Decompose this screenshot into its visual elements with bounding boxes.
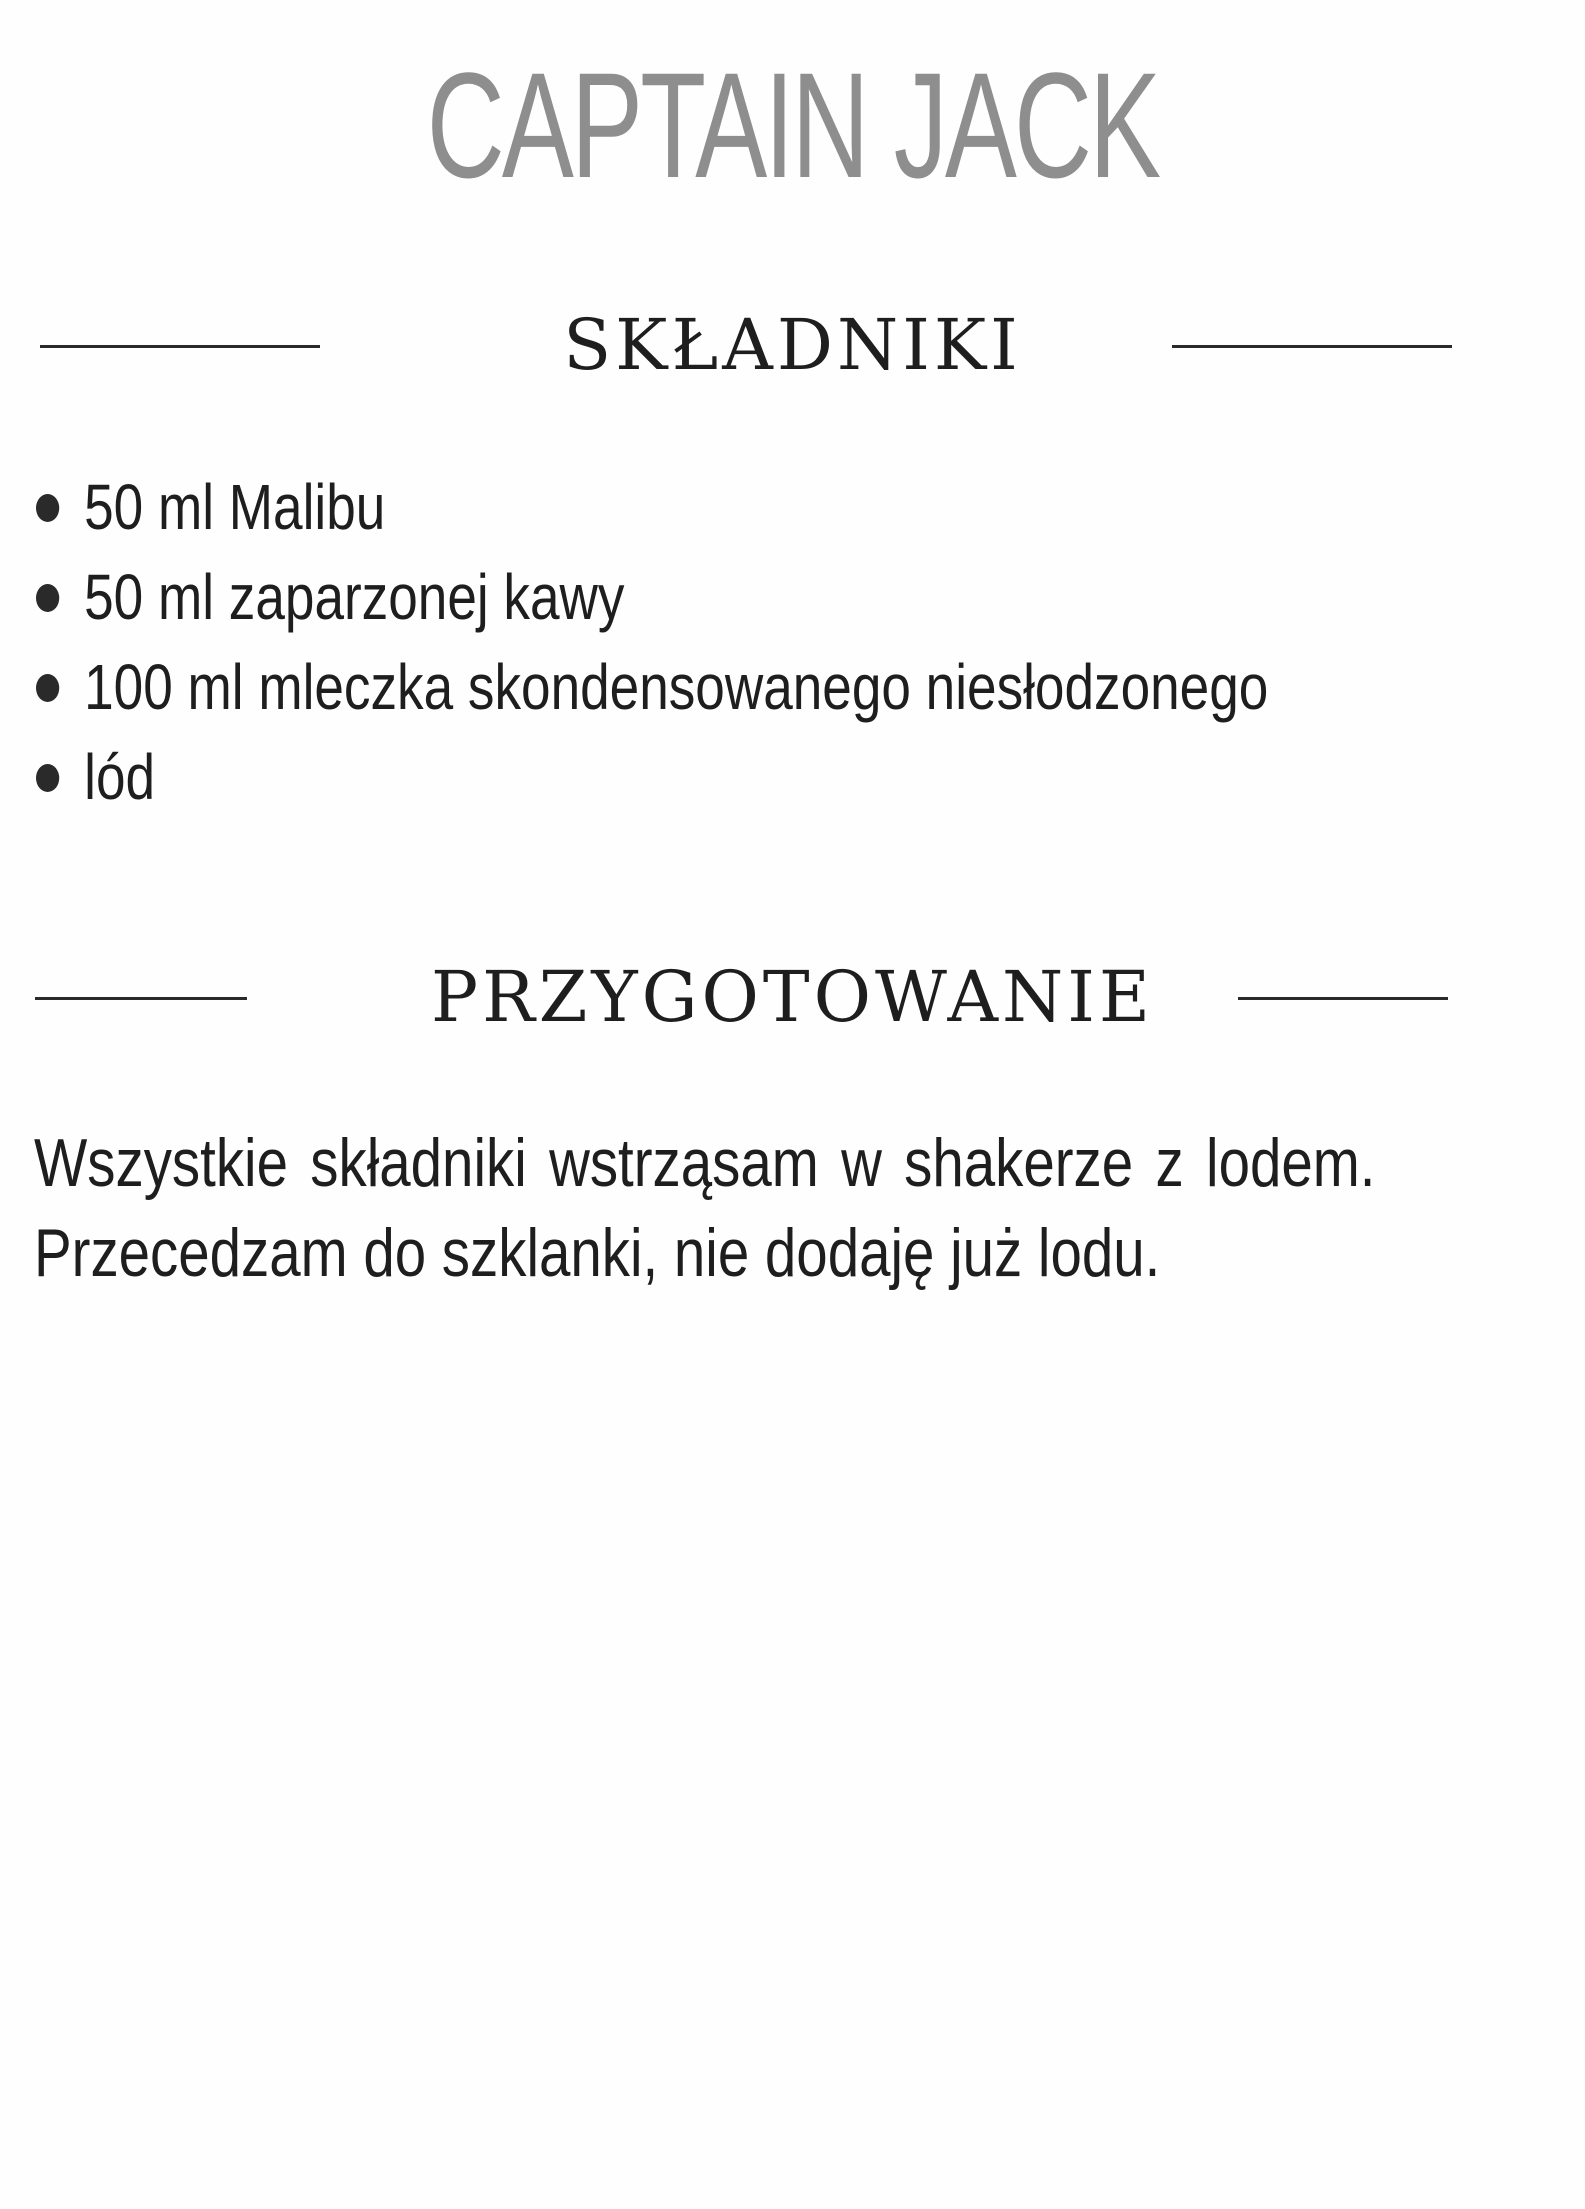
ingredient-text: 50 ml Malibu	[84, 471, 386, 543]
preparation-line: Wszystkie składniki wstrząsam w shakerze z lodem.	[34, 1125, 1376, 1201]
list-item	[36, 732, 1268, 822]
ingredients-heading-row	[0, 300, 1585, 390]
list-item	[36, 462, 1268, 552]
bullet-icon	[36, 674, 59, 702]
recipe-title: CAPTAIN JACK	[426, 41, 1159, 209]
ingredient-text: 50 ml zaparzonej kawy	[84, 561, 625, 633]
divider-right	[1172, 345, 1452, 348]
list-item	[36, 552, 1268, 642]
ingredient-text: 100 ml mleczka skondensowanego niesłodzonego	[84, 651, 1269, 723]
preparation-text	[34, 1118, 1478, 1298]
preparation-heading: PRZYGOTOWANIE	[430, 956, 1155, 1038]
ingredients-list	[36, 462, 1521, 822]
list-item	[36, 642, 1268, 732]
ingredient-text: lód	[84, 741, 156, 813]
preparation-heading-row	[0, 952, 1585, 1042]
bullet-icon	[36, 494, 59, 522]
bullet-icon	[36, 764, 59, 792]
bullet-icon	[36, 584, 59, 612]
divider-right	[1238, 997, 1448, 1000]
ingredients-heading: SKŁADNIKI	[563, 304, 1022, 386]
preparation-line: Przecedzam do szklanki, nie dodaję już lodu.	[34, 1215, 1161, 1291]
